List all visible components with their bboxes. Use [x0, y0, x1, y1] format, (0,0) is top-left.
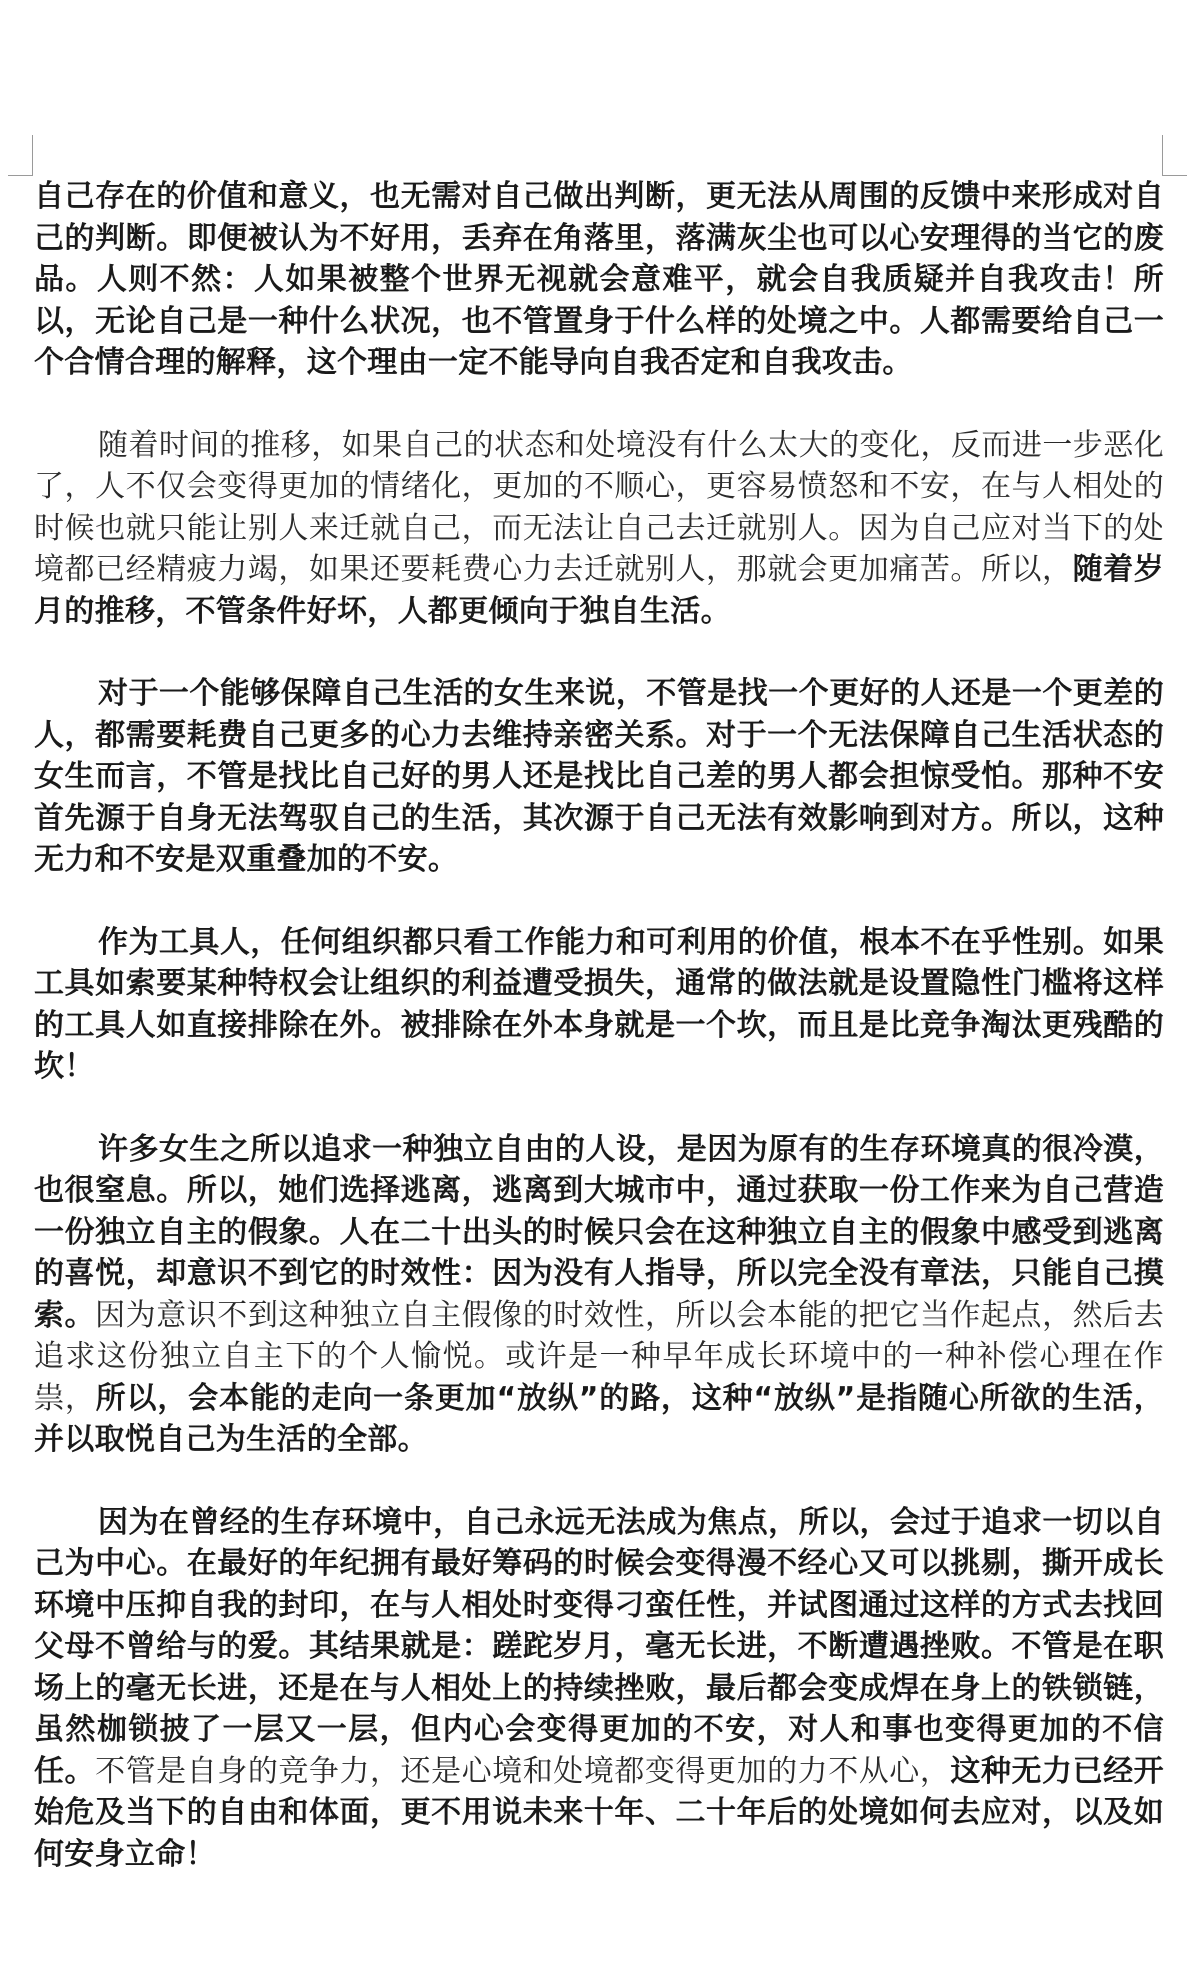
paragraph-4: [34, 922, 1164, 1088]
paragraph-5-text-bold-1: 许多女生之所以追求一种独立自由的人设，是因为原有的生存环境真的很冷漠，也很窒息。所以，她们选择逃离，逃离到大城市中，通过获取一份工作来为自己营造一份独立自主的假象。人在二十出头的时候只会在这种独立自主的假象中感受到逃离的喜悦，却意识不到它的时效性：因为没有人指导，所以完全没有章法，只能自己摸索。: [34, 1131, 1164, 1333]
crop-mark-top-left: [8, 135, 33, 176]
paragraph-3-text: 对于一个能够保障自己生活的女生来说，不管是找一个更好的人还是一个更差的人，都需要耗费自己更多的心力去维持亲密关系。对于一个无法保障自己生活状态的女生而言，不管是找比自己好的男人还是找比自己差的男人都会担惊受怕。那种不安首先源于自身无法驾驭自己的生活，其次源于自己无法有效影响到对方。所以，这种无力和不安是双重叠加的不安。: [34, 676, 1164, 877]
paragraph-3: [34, 673, 1164, 881]
paragraph-2-text-bold: 随着岁月的推移，不管条件好坏，人都更倾向于独自生活。: [34, 552, 1165, 629]
paragraph-4-text: 作为工具人，任何组织都只看工作能力和可利用的价值，根本不在乎性别。如果工具如索要某种特权会让组织的利益遭受损失，通常的做法就是设置隐性门槛将这样的工具人如直接排除在外。被排除在外本身就是一个坎，而且是比竞争淘汰更残酷的坎！: [34, 924, 1164, 1084]
paragraph-5: [34, 1129, 1164, 1461]
paragraph-5-text-regular: 因为意识不到这种独立自主假像的时效性，所以会本能的把它当作起点，然后去追求这份独立自主下的个人愉悦。或许是一种早年成长环境中的一种补偿心理在作祟，: [34, 1297, 1165, 1416]
paragraph-1-text: 自己存在的价值和意义，也无需对自己做出判断，更无法从周围的反馈中来形成对自己的判断。即便被认为不好用，丢弃在角落里，落满灰尘也可以心安理得的当它的废品。人则不然：人如果被整个世界无视就会意难平，就会自我质疑并自我攻击！所以，无论自己是一种什么状况，也不管置身于什么样的处境之中。人都需要给自己一个合情合理的解释，这个理由一定不能导向自我否定和自我攻击。: [34, 179, 1164, 380]
paragraph-1: [34, 176, 1164, 384]
document-body: [34, 176, 1164, 1916]
paragraph-6-text-bold-2: 这种无力已经开始危及当下的自由和体面，更不用说未来十年、二十年后的处境如何去应对，以及如何安身立命！: [34, 1753, 1164, 1872]
paragraph-6: [34, 1502, 1164, 1876]
crop-mark-top-right: [1162, 135, 1187, 176]
paragraph-5-text-bold-2: 所以，会本能的走向一条更加“放纵”的路，这种“放纵”是指随心所欲的生活，并以取悦自己为生活的全部。: [34, 1380, 1164, 1457]
paragraph-2-text-regular: 随着时间的推移，如果自己的状态和处境没有什么太大的变化，反而进一步恶化了，人不仅会变得更加的情绪化，更加的不顺心，更容易愤怒和不安，在与人相处的时候也就只能让别人来迁就自己，而无法让自己去迁就别人。因为自己应对当下的处境都已经精疲力竭，如果还要耗费心力去迁就别人，那就会更加痛苦。所以，: [34, 427, 1164, 587]
paragraph-6-text-regular: 不管是自身的竞争力，还是心境和处境都变得更加的力不从心，: [95, 1753, 951, 1789]
paragraph-6-text-bold-1: 因为在曾经的生存环境中，自己永远无法成为焦点，所以，会过于追求一切以自己为中心。在最好的年纪拥有最好筹码的时候会变得漫不经心又可以挑剔，撕开成长环境中压抑自我的封印，在与人相处时变得刁蛮任性，并试图通过这样的方式去找回父母不曾给与的爱。其结果就是：蹉跎岁月，毫无长进，不断遭遇挫败。不管是在职场上的毫无长进，还是在与人相处上的持续挫败，最后都会变成焊在身上的铁锁链，虽然枷锁披了一层又一层，但内心会变得更加的不安，对人和事也变得更加的不信任。: [34, 1504, 1164, 1789]
paragraph-2: [34, 425, 1164, 633]
